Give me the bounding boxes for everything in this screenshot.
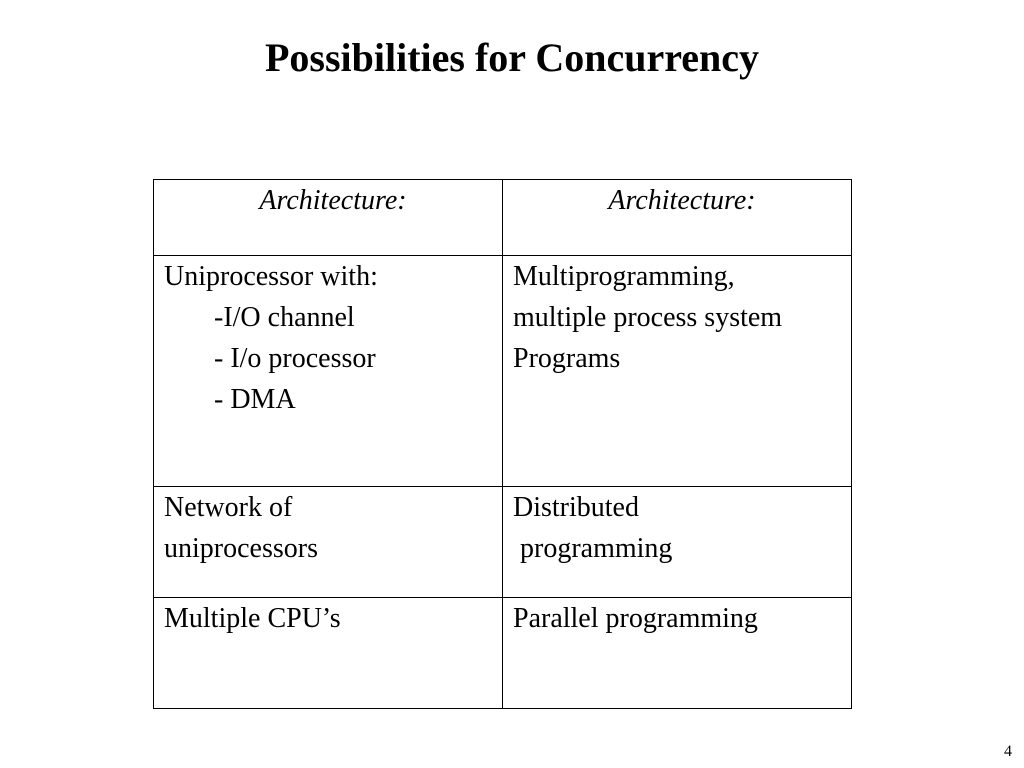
cell-line: Multiprogramming,	[513, 261, 735, 292]
cell-architecture	[154, 598, 503, 709]
cell-line: Multiple CPU’s	[164, 603, 341, 634]
cell-line: programming	[513, 533, 673, 564]
cell-architecture	[154, 256, 503, 487]
cell-concurrency-type	[503, 256, 852, 487]
cell-line: Distributed	[513, 492, 639, 523]
slide-title: Possibilities for Concurrency	[264, 35, 760, 80]
cell-line: uniprocessors	[164, 533, 318, 564]
cell-line: - I/o processor	[214, 343, 376, 374]
cell-concurrency-type	[503, 487, 852, 598]
cell-line: Parallel programming	[513, 603, 758, 634]
page-number: 4	[1004, 743, 1012, 760]
cell-architecture	[154, 487, 503, 598]
cell-line: Uniprocessor with:	[164, 261, 378, 292]
header-cell-left: Architecture:	[154, 180, 503, 256]
header-cell-right: Architecture:	[503, 180, 852, 256]
cell-line: Network of	[164, 492, 293, 523]
cell-line: - DMA	[214, 384, 296, 415]
cell-concurrency-type	[503, 598, 852, 709]
cell-line: -I/O channel	[214, 302, 355, 333]
cell-line: Programs	[513, 343, 621, 374]
table-row	[154, 256, 852, 487]
table-row	[154, 487, 852, 598]
cell-line: multiple process system	[513, 302, 783, 333]
table-row	[154, 598, 852, 709]
table-header-row	[154, 180, 852, 256]
concurrency-table	[153, 179, 852, 709]
